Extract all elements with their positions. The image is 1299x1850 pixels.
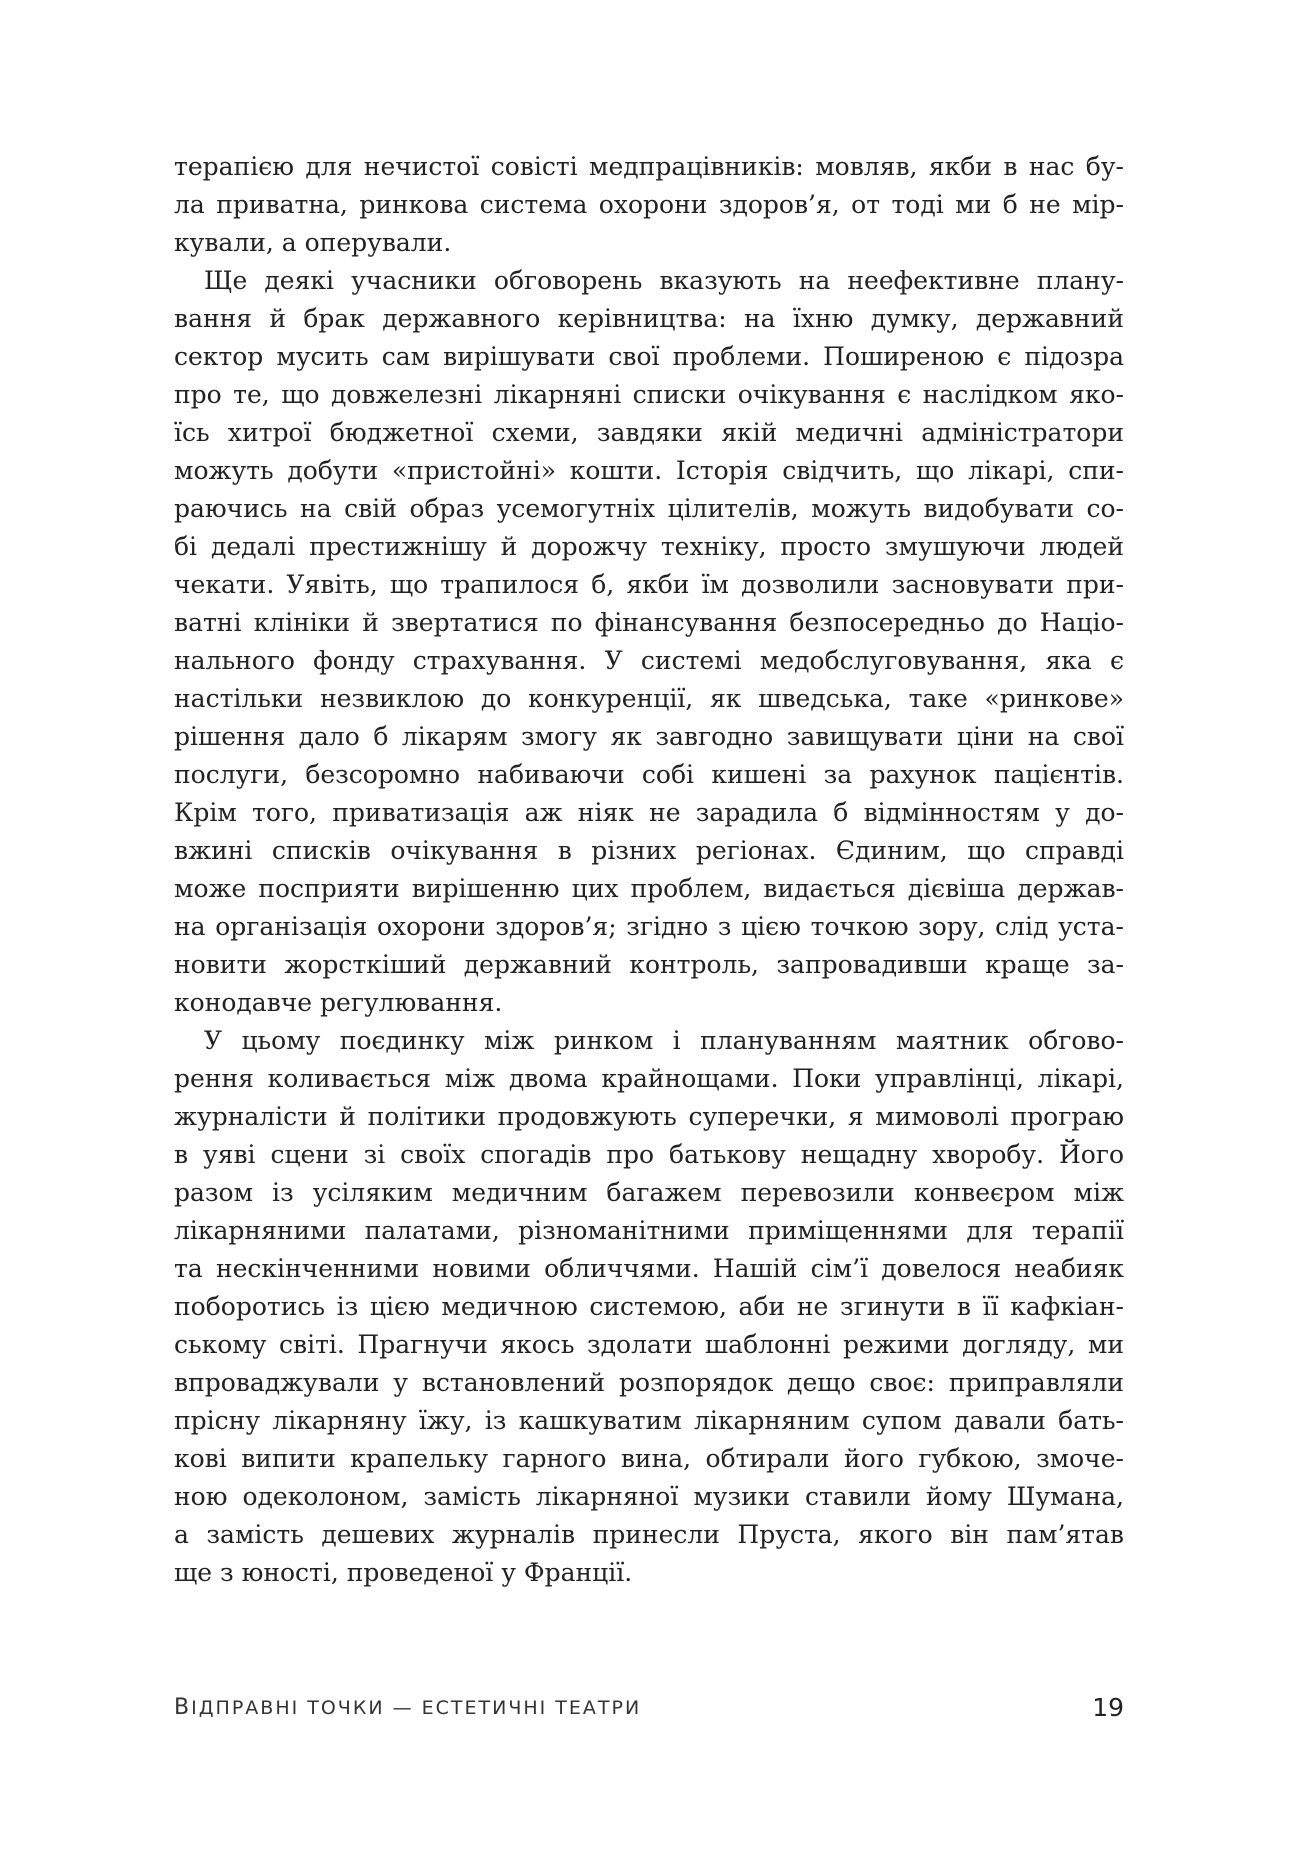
text-line: Крім того, приватизація аж ніяк не зарадила б відмінностям у до- xyxy=(174,798,1124,827)
text-line: настільки незвиклою до конкуренції, як шведська, таке «ринкове» xyxy=(174,684,1124,713)
text-line: їсь хитрої бюджетної схеми, завдяки якій медичні адміністратори xyxy=(174,418,1124,447)
text-line: сектор мусить сам вирішувати свої проблеми. Поширеною є підозра xyxy=(174,342,1124,371)
text-line: можуть добути «пристойні» кошти. Історія свідчить, що лікарі, спи- xyxy=(174,456,1124,485)
text-line: новити жорсткіший державний контроль, запровадивши краще за- xyxy=(174,950,1124,979)
text-line: нального фонду страхування. У системі медобслуговування, яка є xyxy=(174,646,1124,675)
text-line: ще з юності, проведеної у Франції. xyxy=(174,1558,633,1587)
text-line: рішення дало б лікарям змогу як завгодно завищувати ціни на свої xyxy=(174,722,1124,751)
text-line: поборотись із цією медичною системою, аби не згинути в її кафкіан- xyxy=(174,1292,1124,1321)
text-line: У цьому поєдинку між ринком і плануванням маятник обгово- xyxy=(204,1026,1124,1055)
text-line: ському світі. Прагнучи якось здолати шаблонні режими догляду, ми xyxy=(174,1330,1124,1359)
text-line: терапією для нечистої совісті медпрацівників: мовляв, якби в нас бу- xyxy=(174,152,1124,181)
text-line: про те, що довжелезні лікарняні списки очікування є наслідком яко- xyxy=(174,380,1124,409)
text-line: ла приватна, ринкова система охорони здоров’я, от тоді ми б не мір- xyxy=(174,190,1124,219)
paragraph xyxy=(174,262,1124,1022)
text-line: впроваджували у встановлений розпорядок дещо своє: приправляли xyxy=(174,1368,1124,1397)
text-line: конодавче регулювання. xyxy=(174,988,503,1017)
text-line: ватні клініки й звертатися по фінансування безпосередньо до Націо- xyxy=(174,608,1124,637)
text-line: ною одеколоном, замість лікарняної музики ставили йому Шумана, xyxy=(174,1482,1124,1511)
paragraph xyxy=(174,1022,1124,1592)
page-number: 19 xyxy=(1092,1693,1124,1722)
text-line: разом із усіляким медичним багажем перевозили конвеєром між xyxy=(174,1178,1124,1207)
text-line: бі дедалі престижнішу й дорожчу техніку, просто змушуючи людей xyxy=(174,532,1124,561)
running-head xyxy=(174,1693,641,1723)
paragraph xyxy=(174,148,1124,262)
text-line: а замість дешевих журналів принесли Пруста, якого він пам’ятав xyxy=(174,1520,1124,1549)
text-line: Ще деякі учасники обговорень вказують на неефективне плану- xyxy=(204,266,1124,295)
text-line: рення коливається між двома крайнощами. Поки управлінці, лікарі, xyxy=(174,1064,1124,1093)
page-footer xyxy=(174,1693,1124,1723)
text-line: кували, а оперували. xyxy=(174,228,452,257)
body-text xyxy=(174,148,1124,1592)
text-line: раючись на свій образ усемогутніх цілителів, можуть видобувати со- xyxy=(174,494,1124,523)
text-line: лікарняними палатами, різноманітними приміщеннями для терапії xyxy=(174,1216,1124,1245)
text-line: прісну лікарняну їжу, із кашкуватим лікарняним супом давали бать- xyxy=(174,1406,1124,1435)
text-line: журналісти й політики продовжують суперечки, я мимоволі програю xyxy=(174,1102,1124,1131)
text-line: на організація охорони здоров’я; згідно з цією точкою зору, слід уста- xyxy=(174,912,1124,941)
text-line: в уяві сцени зі своїх спогадів про батькову нещадну хворобу. Його xyxy=(174,1140,1124,1169)
text-line: вання й брак державного керівництва: на їхню думку, державний xyxy=(174,304,1124,333)
text-line: вжині списків очікування в різних регіонах. Єдиним, що справді xyxy=(174,836,1124,865)
text-line: чекати. Уявіть, що трапилося б, якби їм дозволили засновувати при- xyxy=(174,570,1124,599)
running-head-text: ІДПРАВНІ ТОЧКИ — ЕСТЕТИЧНІ ТЕАТРИ xyxy=(191,1697,642,1719)
text-line: кові випити крапельку гарного вина, обтирали його губкою, змоче- xyxy=(174,1444,1124,1473)
text-line: послуги, безсоромно набиваючи собі кишені за рахунок пацієнтів. xyxy=(174,760,1124,789)
running-head-initial: В xyxy=(174,1695,192,1720)
text-line: може посприяти вирішенню цих проблем, видається дієвіша держав- xyxy=(174,874,1124,903)
text-line: та нескінченними новими обличчями. Нашій сім’ї довелося неабияк xyxy=(174,1254,1124,1283)
